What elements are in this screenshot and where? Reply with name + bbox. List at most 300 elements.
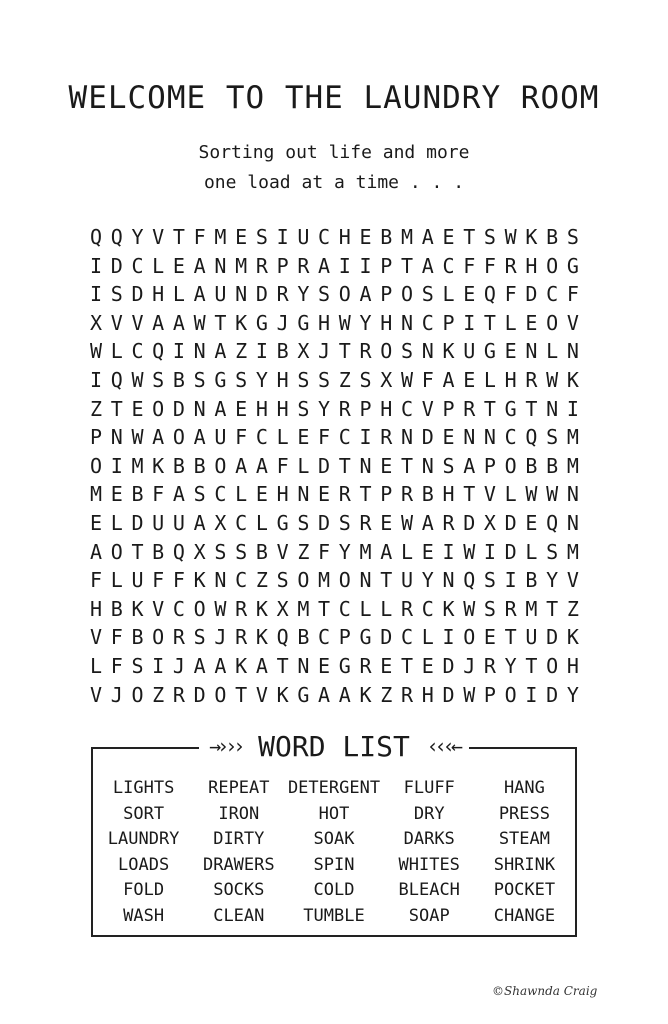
grid-letter: T	[483, 310, 496, 335]
grid-letter: W	[463, 539, 476, 564]
grid-letter: U	[297, 225, 310, 249]
word-list-item: DRAWERS	[202, 854, 275, 875]
grid-row	[88, 337, 581, 366]
grid-letter: E	[89, 510, 103, 535]
word-list-item: BLEACH	[398, 880, 460, 900]
word-list-column	[191, 776, 286, 929]
grid-letter: W	[504, 225, 517, 249]
grid-letter: S	[110, 282, 123, 307]
grid-letter: Z	[380, 682, 393, 707]
grid-letter: L	[89, 653, 103, 678]
grid-letter: N	[421, 453, 434, 478]
grid-letter: J	[318, 339, 331, 364]
grid-letter: C	[131, 339, 144, 364]
word-list-item: FOLD	[123, 880, 165, 900]
grid-letter: S	[235, 367, 248, 392]
grid-letter: S	[214, 539, 227, 564]
grid-letter: H	[318, 310, 331, 335]
artist-signature: ©Shawnda Craig	[492, 984, 598, 998]
word-list-item: FLUFF	[403, 778, 455, 798]
grid-letter: K	[359, 682, 372, 707]
grid-letter: G	[297, 682, 310, 707]
grid-letter: R	[255, 253, 268, 278]
grid-letter: O	[193, 596, 206, 621]
grid-letter: M	[525, 596, 538, 621]
word-list-item: POCKET	[493, 880, 556, 900]
grid-letter: U	[131, 568, 144, 593]
grid-letter: U	[463, 339, 476, 364]
word-list-item: SHRINK	[493, 854, 556, 875]
grid-letter: M	[89, 482, 103, 507]
word-list-item: IRON	[218, 803, 260, 824]
grid-letter: F	[566, 282, 579, 307]
word-search-grid	[88, 223, 581, 709]
grid-letter: L	[276, 425, 289, 450]
grid-letter: O	[214, 682, 227, 707]
grid-letter: K	[442, 339, 455, 364]
grid-letter: D	[546, 682, 559, 707]
grid-letter: H	[276, 367, 289, 392]
grid-row	[88, 252, 581, 281]
grid-letter: N	[110, 425, 123, 450]
grid-letter: I	[89, 367, 103, 392]
grid-letter: S	[193, 367, 206, 392]
grid-letter: R	[400, 482, 414, 507]
grid-letter: O	[89, 453, 103, 478]
grid-letter: E	[255, 482, 268, 507]
grid-letter: N	[442, 568, 455, 593]
grid-letter: W	[131, 367, 144, 392]
grid-letter: B	[172, 453, 185, 478]
grid-row	[88, 452, 581, 481]
grid-letter: S	[359, 367, 372, 392]
grid-letter: E	[421, 653, 434, 678]
grid-letter: K	[235, 310, 248, 335]
grid-letter: Z	[152, 682, 165, 707]
grid-letter: A	[172, 310, 185, 335]
grid-letter: O	[110, 539, 123, 564]
grid-letter: V	[276, 539, 289, 564]
word-list-column	[477, 776, 572, 929]
grid-letter: K	[255, 625, 268, 650]
grid-letter: F	[110, 653, 123, 678]
grid-letter: N	[193, 339, 206, 364]
grid-letter: E	[421, 539, 434, 564]
grid-letter: B	[525, 453, 538, 478]
word-list-title: WORD LIST	[258, 730, 410, 763]
word-list-item: CHANGE	[493, 905, 556, 926]
grid-letter: M	[297, 596, 310, 621]
word-list-item: STEAM	[498, 829, 550, 849]
word-list-item: SOAP	[408, 905, 450, 926]
grid-letter: E	[442, 225, 455, 249]
grid-letter: W	[214, 596, 227, 621]
grid-letter: R	[483, 653, 496, 678]
grid-letter: E	[525, 510, 538, 535]
grid-letter: T	[463, 225, 476, 249]
grid-letter: X	[193, 539, 206, 564]
grid-letter: I	[483, 539, 496, 564]
grid-letter: A	[152, 310, 165, 335]
grid-letter: B	[421, 482, 434, 507]
word-list-item: SORT	[123, 803, 165, 824]
grid-letter: W	[131, 425, 144, 450]
grid-letter: P	[359, 396, 372, 421]
grid-letter: E	[463, 367, 476, 392]
grid-letter: K	[566, 367, 579, 392]
grid-letter: D	[255, 282, 268, 307]
grid-letter: D	[525, 282, 538, 307]
word-list-item: LOADS	[118, 854, 170, 875]
grid-letter: N	[463, 425, 476, 450]
grid-letter: B	[546, 225, 559, 249]
grid-letter: Y	[359, 310, 372, 335]
grid-letter: I	[152, 653, 165, 678]
grid-letter: W	[463, 682, 476, 707]
grid-letter: A	[463, 453, 476, 478]
grid-letter: W	[400, 510, 414, 535]
grid-letter: G	[504, 396, 517, 421]
grid-letter: C	[235, 568, 248, 593]
grid-letter: Y	[131, 225, 144, 249]
grid-letter: W	[546, 482, 559, 507]
grid-letter: S	[255, 225, 268, 249]
grid-letter: F	[89, 568, 103, 593]
grid-letter: S	[297, 510, 310, 535]
grid-letter: K	[152, 453, 165, 478]
grid-letter: N	[359, 453, 372, 478]
grid-letter: A	[318, 682, 331, 707]
grid-letter: S	[546, 539, 559, 564]
grid-letter: F	[504, 282, 517, 307]
grid-letter: N	[297, 482, 310, 507]
grid-letter: U	[214, 282, 227, 307]
grid-letter: R	[504, 253, 517, 278]
grid-letter: D	[172, 396, 185, 421]
grid-letter: T	[463, 482, 476, 507]
grid-letter: Y	[504, 653, 517, 678]
grid-letter: L	[152, 253, 165, 278]
grid-letter: H	[421, 682, 434, 707]
grid-letter: N	[193, 396, 206, 421]
grid-letter: V	[255, 682, 268, 707]
grid-letter: E	[359, 225, 372, 249]
grid-letter: F	[152, 482, 165, 507]
grid-letter: C	[421, 310, 434, 335]
grid-letter: Q	[110, 367, 123, 392]
grid-letter: V	[89, 625, 103, 650]
grid-letter: E	[131, 396, 144, 421]
grid-letter: A	[193, 510, 206, 535]
grid-letter: K	[193, 568, 206, 593]
grid-letter: Z	[297, 539, 310, 564]
grid-letter: H	[380, 396, 393, 421]
grid-letter: Q	[152, 339, 165, 364]
grid-letter: C	[442, 253, 455, 278]
grid-letter: O	[546, 653, 559, 678]
grid-letter: S	[483, 225, 496, 249]
word-list-header	[0, 730, 668, 763]
grid-letter: C	[400, 396, 414, 421]
grid-letter: K	[525, 225, 538, 249]
grid-letter: W	[193, 310, 206, 335]
grid-letter: R	[380, 425, 393, 450]
grid-letter: P	[380, 482, 393, 507]
grid-letter: X	[89, 310, 103, 335]
grid-letter: N	[566, 482, 579, 507]
grid-letter: I	[359, 253, 372, 278]
grid-letter: Y	[421, 568, 434, 593]
grid-letter: O	[546, 310, 559, 335]
grid-letter: Y	[566, 682, 579, 707]
grid-letter: T	[504, 625, 517, 650]
grid-letter: W	[400, 367, 414, 392]
grid-letter: L	[442, 282, 455, 307]
grid-letter: O	[172, 425, 185, 450]
grid-letter: V	[421, 396, 434, 421]
arrow-left-icon: ‹‹‹←	[426, 734, 459, 758]
grid-letter: C	[400, 625, 414, 650]
grid-letter: N	[400, 310, 414, 335]
page-title: WELCOME TO THE LAUNDRY ROOM	[68, 80, 600, 116]
grid-letter: C	[172, 596, 185, 621]
word-list-item: DETERGENT	[287, 778, 381, 798]
grid-letter: V	[131, 310, 144, 335]
grid-letter: O	[380, 339, 393, 364]
grid-letter: K	[566, 625, 579, 650]
grid-letter: X	[483, 510, 496, 535]
grid-letter: E	[525, 310, 538, 335]
grid-letter: S	[566, 225, 579, 249]
grid-letter: S	[400, 339, 414, 364]
grid-letter: R	[338, 396, 351, 421]
grid-letter: R	[359, 339, 372, 364]
grid-letter: M	[566, 453, 579, 478]
grid-letter: E	[110, 482, 123, 507]
grid-letter: G	[359, 625, 372, 650]
grid-letter: L	[525, 539, 538, 564]
grid-letter: Q	[89, 225, 103, 249]
grid-letter: F	[110, 625, 123, 650]
word-list-item: HOT	[318, 803, 350, 824]
grid-letter: K	[235, 653, 248, 678]
grid-letter: O	[463, 625, 476, 650]
grid-letter: N	[214, 253, 227, 278]
grid-letter: R	[338, 482, 351, 507]
grid-row	[88, 366, 581, 395]
grid-letter: E	[442, 425, 455, 450]
grid-letter: Z	[235, 339, 248, 364]
grid-letter: I	[504, 568, 517, 593]
grid-letter: R	[359, 510, 372, 535]
grid-letter: A	[255, 653, 268, 678]
grid-letter: B	[297, 625, 310, 650]
grid-letter: O	[546, 253, 559, 278]
grid-letter: P	[380, 253, 393, 278]
grid-letter: E	[235, 225, 248, 249]
grid-letter: I	[172, 339, 185, 364]
grid-letter: L	[359, 596, 372, 621]
grid-letter: D	[546, 625, 559, 650]
grid-letter: H	[255, 396, 268, 421]
grid-letter: B	[255, 539, 268, 564]
grid-letter: C	[131, 253, 144, 278]
grid-letter: D	[442, 653, 455, 678]
grid-letter: G	[483, 339, 496, 364]
grid-row	[88, 538, 581, 567]
grid-letter: E	[318, 653, 331, 678]
word-list-item: CLEAN	[213, 905, 265, 926]
grid-letter: S	[131, 653, 144, 678]
grid-letter: R	[400, 682, 414, 707]
arrow-right-icon: →›››	[209, 734, 242, 758]
grid-letter: T	[359, 482, 372, 507]
grid-letter: A	[214, 396, 227, 421]
grid-letter: E	[235, 396, 248, 421]
grid-letter: B	[131, 482, 144, 507]
grid-letter: S	[193, 625, 206, 650]
grid-letter: B	[525, 568, 538, 593]
grid-letter: A	[235, 453, 248, 478]
grid-letter: A	[380, 539, 393, 564]
word-list-item: TUMBLE	[303, 905, 365, 926]
grid-row	[88, 395, 581, 424]
grid-letter: O	[338, 282, 351, 307]
grid-letter: N	[546, 396, 559, 421]
grid-letter: L	[380, 596, 393, 621]
grid-letter: J	[463, 653, 476, 678]
grid-letter: T	[400, 253, 414, 278]
grid-letter: N	[400, 425, 414, 450]
grid-row	[88, 223, 581, 252]
grid-letter: O	[152, 396, 165, 421]
grid-letter: B	[276, 339, 289, 364]
grid-letter: M	[235, 253, 248, 278]
grid-letter: K	[442, 596, 455, 621]
grid-letter: T	[276, 653, 289, 678]
grid-letter: A	[193, 253, 206, 278]
grid-letter: P	[276, 253, 289, 278]
grid-letter: X	[214, 510, 227, 535]
grid-letter: N	[214, 568, 227, 593]
grid-letter: I	[525, 682, 538, 707]
grid-letter: C	[338, 425, 351, 450]
grid-letter: Z	[255, 568, 268, 593]
grid-letter: D	[318, 453, 331, 478]
grid-letter: W	[546, 367, 559, 392]
grid-letter: N	[525, 339, 538, 364]
grid-letter: Q	[525, 425, 538, 450]
grid-letter: H	[504, 367, 517, 392]
grid-letter: W	[338, 310, 351, 335]
grid-letter: E	[380, 510, 393, 535]
grid-letter: D	[504, 539, 517, 564]
grid-letter: H	[276, 482, 289, 507]
grid-letter: C	[318, 225, 331, 249]
grid-letter: B	[546, 453, 559, 478]
grid-letter: E	[318, 482, 331, 507]
grid-letter: S	[297, 396, 310, 421]
grid-letter: A	[193, 282, 206, 307]
grid-letter: H	[89, 596, 103, 621]
word-list-item: PRESS	[498, 803, 550, 824]
grid-letter: X	[297, 339, 310, 364]
grid-letter: Q	[546, 510, 559, 535]
grid-letter: M	[566, 539, 579, 564]
grid-letter: Z	[89, 396, 103, 421]
grid-letter: I	[463, 310, 476, 335]
grid-letter: P	[483, 453, 496, 478]
grid-letter: V	[152, 596, 165, 621]
grid-letter: I	[89, 282, 103, 307]
grid-letter: I	[359, 425, 372, 450]
grid-letter: C	[255, 425, 268, 450]
grid-letter: V	[152, 225, 165, 249]
grid-letter: F	[318, 539, 331, 564]
grid-letter: I	[276, 225, 289, 249]
grid-letter: T	[172, 225, 185, 249]
grid-letter: I	[89, 253, 103, 278]
grid-letter: L	[400, 539, 414, 564]
grid-letter: L	[110, 339, 123, 364]
word-list-item: SPIN	[313, 854, 355, 875]
grid-letter: H	[442, 482, 455, 507]
grid-letter: S	[318, 282, 331, 307]
grid-letter: Y	[297, 282, 310, 307]
grid-letter: V	[566, 310, 579, 335]
grid-letter: L	[172, 282, 185, 307]
grid-letter: H	[380, 310, 393, 335]
grid-letter: A	[214, 339, 227, 364]
grid-letter: W	[89, 339, 103, 364]
grid-letter: I	[442, 539, 455, 564]
grid-letter: W	[525, 482, 538, 507]
grid-letter: M	[400, 225, 414, 249]
grid-letter: B	[193, 453, 206, 478]
grid-letter: C	[214, 482, 227, 507]
grid-letter: L	[546, 339, 559, 364]
grid-letter: V	[566, 568, 579, 593]
grid-letter: X	[276, 596, 289, 621]
grid-letter: R	[400, 596, 414, 621]
word-list-item: WHITES	[398, 854, 460, 875]
grid-letter: U	[152, 510, 165, 535]
grid-letter: T	[380, 568, 393, 593]
grid-letter: D	[463, 510, 476, 535]
grid-letter: P	[338, 625, 351, 650]
grid-letter: O	[400, 282, 414, 307]
word-list-item: WASH	[123, 905, 165, 926]
grid-letter: N	[297, 653, 310, 678]
grid-letter: B	[152, 539, 165, 564]
grid-letter: P	[89, 425, 103, 450]
grid-letter: R	[235, 596, 248, 621]
grid-letter: L	[297, 453, 310, 478]
grid-letter: F	[193, 225, 206, 249]
grid-letter: L	[235, 482, 248, 507]
grid-letter: D	[110, 253, 123, 278]
grid-letter: W	[463, 596, 476, 621]
grid-letter: Q	[463, 568, 476, 593]
grid-letter: O	[504, 682, 517, 707]
grid-letter: A	[359, 282, 372, 307]
grid-letter: P	[380, 282, 393, 307]
grid-letter: H	[276, 396, 289, 421]
grid-letter: S	[276, 568, 289, 593]
grid-letter: G	[276, 510, 289, 535]
grid-letter: S	[483, 596, 496, 621]
grid-letter: C	[421, 596, 434, 621]
